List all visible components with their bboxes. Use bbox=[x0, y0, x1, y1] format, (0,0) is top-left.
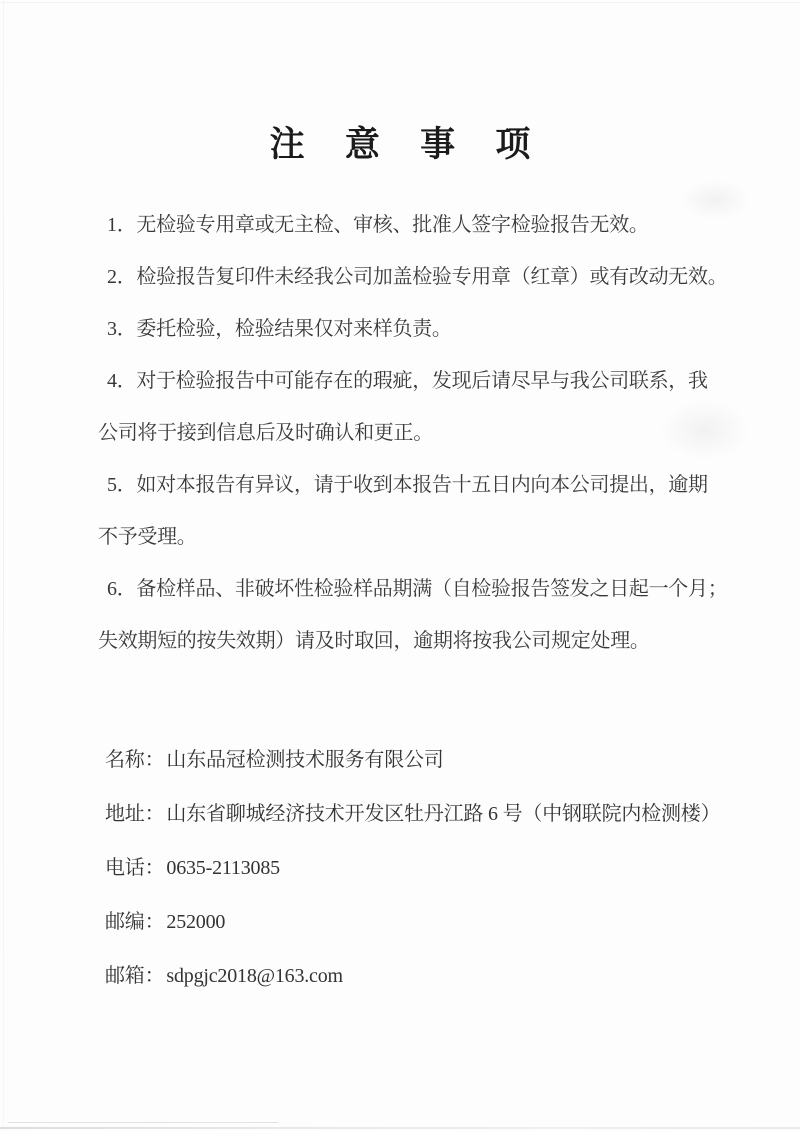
contact-row-phone bbox=[105, 841, 740, 895]
contact-value-postcode: 252000 bbox=[166, 911, 226, 933]
document-title: 注 意 事 项 bbox=[269, 125, 547, 165]
contact-label-email: 邮箱： bbox=[105, 965, 165, 987]
contact-label-postcode: 邮编： bbox=[105, 911, 165, 933]
scan-bottom-edge bbox=[0, 1127, 800, 1129]
contact-row-email bbox=[105, 949, 740, 1003]
notice-line-4: 4．对于检验报告中可能存在的瑕疵，发现后请尽早与我公司联系，我 bbox=[107, 370, 708, 392]
scan-top-edge bbox=[0, 2, 800, 3]
notice-line-5-continuation: 不予受理。 bbox=[98, 526, 197, 548]
notice-line-6-continuation: 失效期短的按失效期）请及时取回，逾期将按我公司规定处理。 bbox=[98, 630, 650, 652]
contact-row-postcode bbox=[105, 895, 740, 949]
notice-line-1: 1．无检验专用章或无主检、审核、批准人签字检验报告无效。 bbox=[107, 214, 649, 236]
notice-line-3: 3．委托检验，检验结果仅对来样负责。 bbox=[107, 318, 452, 340]
notice-line-2: 2．检验报告复印件未经我公司加盖检验专用章（红章）或有改动无效。 bbox=[107, 266, 728, 288]
contact-label-name: 名称： bbox=[105, 749, 165, 771]
company-contact-block bbox=[105, 733, 740, 1003]
contact-value-email: sdpgjc2018@163.com bbox=[166, 965, 343, 987]
contact-label-address: 地址： bbox=[105, 803, 165, 825]
notice-line-6: 6．备检样品、非破坏性检验样品期满（自检验报告签发之日起一个月； bbox=[107, 578, 728, 600]
contact-value-address: 山东省聊城经济技术开发区牡丹江路 6 号（中钢联院内检测楼） bbox=[166, 803, 721, 825]
scan-left-edge bbox=[3, 0, 4, 1131]
contact-value-name: 山东品冠检测技术服务有限公司 bbox=[166, 749, 444, 771]
contact-row-address bbox=[105, 787, 740, 841]
scan-bottom-shadow-line bbox=[8, 1122, 278, 1123]
notice-line-5: 5．如对本报告有异议，请于收到本报告十五日内向本公司提出，逾期 bbox=[107, 474, 708, 496]
contact-label-phone: 电话： bbox=[105, 857, 165, 879]
notice-list bbox=[98, 199, 740, 667]
notice-line-4-continuation: 公司将于接到信息后及时确认和更正。 bbox=[98, 422, 433, 444]
contact-value-phone: 0635-2113085 bbox=[166, 857, 280, 879]
contact-row-name bbox=[105, 733, 740, 787]
